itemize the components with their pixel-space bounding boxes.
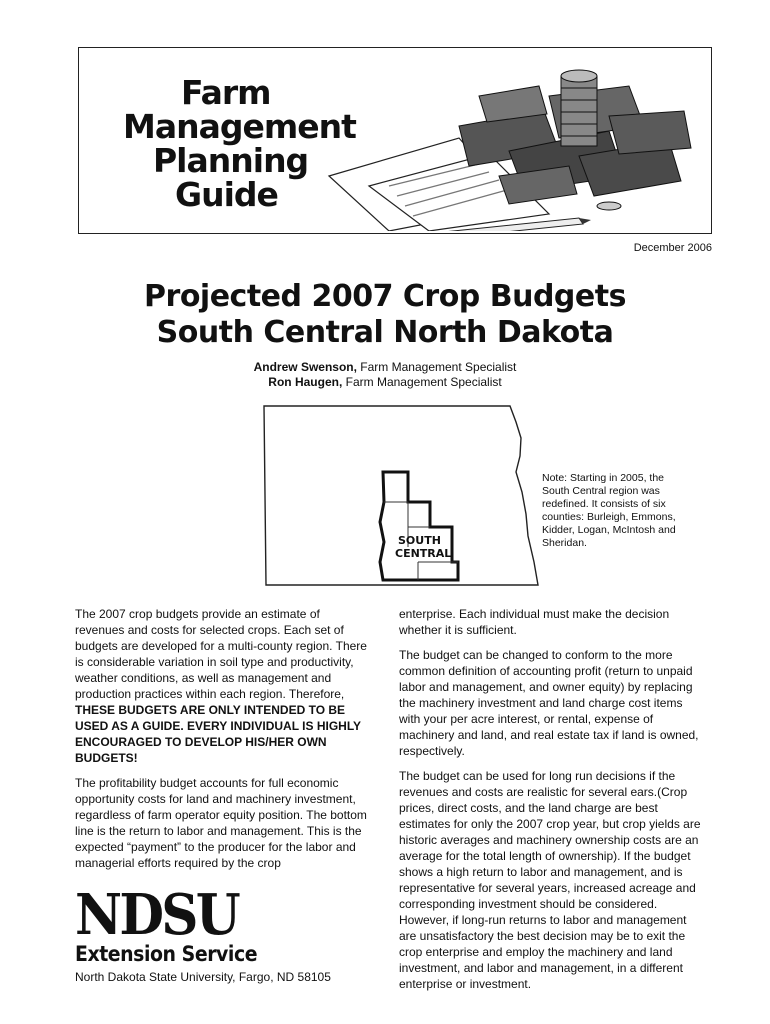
region-label: CENTRAL bbox=[395, 547, 452, 560]
logo-subtitle: Extension Service bbox=[75, 942, 258, 966]
series-title-line: Guide bbox=[175, 175, 278, 214]
publication-date: December 2006 bbox=[633, 242, 712, 254]
author-entry bbox=[0, 375, 770, 390]
right-column bbox=[399, 606, 704, 1001]
body-paragraph: enterprise. Each individual must make the decision whether it is sufficient. bbox=[399, 607, 670, 637]
body-paragraph: The profitability budget accounts for full economic opportunity costs for land and machinery investment, regardless of farm operator equity position. The bottom line is the return to labor and management. This is the expected “payment” to the producer for the labor and managerial efforts required by the crop bbox=[75, 776, 367, 870]
page-title-line: Projected 2007 Crop Budgets bbox=[144, 279, 626, 314]
region-label: SOUTH bbox=[398, 534, 441, 547]
paragraph-text: The 2007 crop budgets provide an estimate of revenues and costs for selected crops. Each set of budgets are developed for a multi-county region. There is considerable variation in soil type and productivity, weather conditions, as well as management and production practices within each region. Therefore, bbox=[75, 607, 367, 701]
author-name: Ron Haugen, bbox=[268, 375, 343, 389]
author-entry bbox=[0, 360, 770, 375]
left-column bbox=[75, 606, 371, 880]
logo-wordmark: NDSU bbox=[75, 882, 238, 948]
page-title-line: South Central North Dakota bbox=[156, 315, 614, 350]
series-title-line: Farm bbox=[181, 73, 271, 112]
author-name: Andrew Swenson, bbox=[253, 360, 357, 374]
map-note: Note: Starting in 2005, the South Central region was redefined. It consists of six counties: Burleigh, Emmons, Kidder, Logan, McIntosh and Sheridan. bbox=[542, 472, 676, 549]
author-role: Farm Management Specialist bbox=[356, 360, 517, 374]
university-address: North Dakota State University, Fargo, ND 58105 bbox=[75, 970, 331, 984]
body-paragraph bbox=[75, 606, 371, 766]
body-paragraph: The budget can be used for long run decisions if the revenues and costs are realistic for several ears.(Crop prices, direct costs, and the land charge are best estimates for only the 2007 crop year, but crop yields are historic averages and machinery ownership costs are an average for the total length of ownership). If the budget shows a high return to labor and management, and is representative for several years, increased acreage and corresponding investment should be considered. However, if long-run returns to labor and management are unsatisfactory the best decision may be to exit the crop enterprise and employ the machinery and land investment, and labor and management, in a different enterprise or investment. bbox=[399, 769, 701, 991]
emphasis-text: THESE BUDGETS ARE ONLY INTENDED TO BE USED AS A GUIDE. EVERY INDIVIDUAL IS HIGHLY ENCOURAGED TO DEVELOP HIS/HER OWN BUDGETS! bbox=[75, 703, 361, 765]
north-dakota-map bbox=[258, 402, 548, 587]
money-and-papers-illustration bbox=[309, 56, 699, 231]
author-role: Farm Management Specialist bbox=[342, 375, 502, 389]
series-title-line: Management bbox=[123, 107, 356, 146]
author-list bbox=[0, 360, 770, 390]
masthead bbox=[78, 47, 712, 234]
series-title-line: Planning bbox=[153, 141, 309, 180]
body-paragraph: The budget can be changed to conform to the more common definition of accounting profit (return to unpaid labor and management, and owner equity) by replacing the machinery investment and land charge cost items with your per acre interest, or rental, expense of machinery and land, and real estate tax if land is owned, respectively. bbox=[399, 648, 699, 758]
ndsu-extension-logo bbox=[75, 882, 277, 966]
page-title bbox=[0, 279, 770, 351]
